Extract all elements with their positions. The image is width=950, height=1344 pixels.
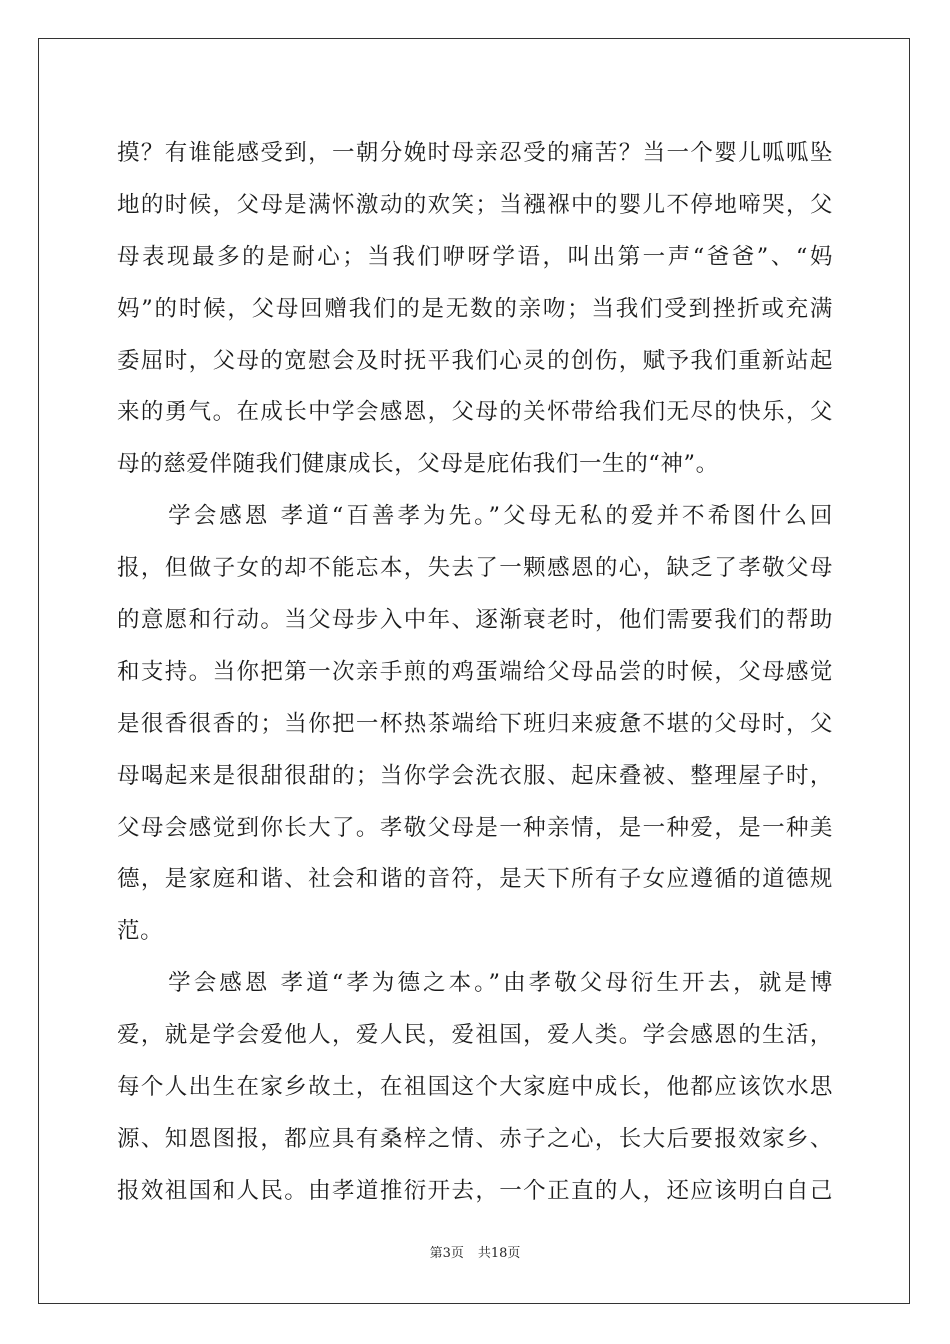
page-footer	[0, 1242, 950, 1261]
text-line: 爱，就是学会爱他人，爱人民，爱祖国，爱人类。学会感恩的生活，	[117, 1022, 833, 1049]
text-line: 学会感恩 孝道“百善孝为先。”父母无私的爱并不希图什么回	[117, 503, 833, 530]
text-line: 母的慈爱伴随我们健康成长，父母是庇佑我们一生的“神”。	[117, 451, 719, 478]
text-line: 报，但做子女的却不能忘本，失去了一颗感恩的心，缺乏了孝敬父母	[117, 555, 833, 582]
text-line: 父母会感觉到你长大了。孝敬父母是一种亲情，是一种爱，是一种美	[117, 814, 833, 841]
text-line: 地的时候，父母是满怀激动的欢笑；当襁褓中的婴儿不停地啼哭，父	[117, 191, 833, 218]
text-line: 母表现最多的是耐心；当我们咿呀学语，叫出第一声“爸爸”、“妈	[117, 243, 833, 270]
text-line: 每个人出生在家乡故土，在祖国这个大家庭中成长，他都应该饮水思	[117, 1074, 833, 1101]
text-line: 报效祖国和人民。由孝道推衍开去，一个正直的人，还应该明白自己	[117, 1177, 833, 1204]
text-line: 范。	[117, 918, 164, 945]
page-total: 共18页	[477, 1246, 521, 1261]
body-text	[117, 128, 833, 1218]
text-line: 母喝起来是很甜很甜的；当你学会洗衣服、起床叠被、整理屋子时，	[117, 762, 833, 789]
text-line: 的意愿和行动。当父母步入中年、逐渐衰老时，他们需要我们的帮助	[117, 607, 833, 634]
text-line: 和支持。当你把第一次亲手煎的鸡蛋端给父母品尝的时候，父母感觉	[117, 658, 833, 685]
text-line: 是很香很香的；当你把一杯热茶端给下班归来疲惫不堪的父母时，父	[117, 710, 833, 737]
text-line: 妈”的时候，父母回赠我们的是无数的亲吻；当我们受到挫折或充满	[117, 295, 833, 322]
page-number: 第3页	[429, 1246, 464, 1261]
text-line: 委屈时，父母的宽慰会及时抚平我们心灵的创伤，赋予我们重新站起	[117, 347, 833, 374]
text-line: 摸？有谁能感受到，一朝分娩时母亲忍受的痛苦？当一个婴儿呱呱坠	[117, 140, 833, 166]
text-line: 来的勇气。在成长中学会感恩，父母的关怀带给我们无尽的快乐，父	[117, 399, 833, 426]
text-line: 源、知恩图报，都应具有桑梓之情、赤子之心，长大后要报效家乡、	[117, 1125, 833, 1152]
text-line: 德，是家庭和谐、社会和谐的音符，是天下所有子女应遵循的道德规	[117, 866, 833, 893]
text-line: 学会感恩 孝道“孝为德之本。”由孝敬父母衍生开去，就是博	[117, 970, 833, 997]
